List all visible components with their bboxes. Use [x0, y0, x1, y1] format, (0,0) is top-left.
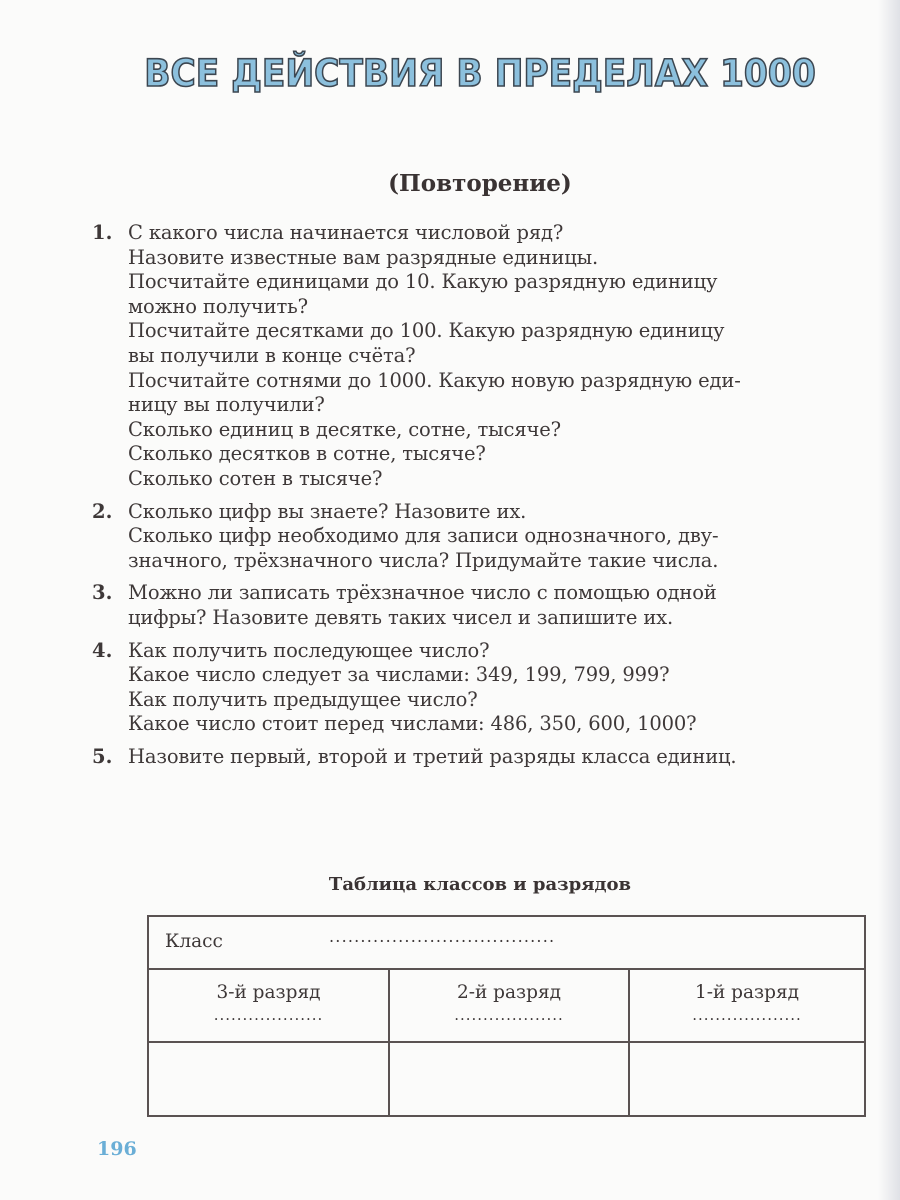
exercise-number: 3.	[92, 581, 113, 605]
exercise-line: значного, трёхзначного числа? Придумайте такие числа.	[128, 548, 719, 572]
rank-blank: ...................	[213, 1006, 324, 1024]
rank-cell-3	[149, 968, 390, 1041]
exercise-line: Назовите известные вам разрядные единицы.	[128, 245, 599, 269]
rank-blank: ...................	[454, 1006, 564, 1024]
exercise-line: Какое число стоит перед числами: 486, 350, 600, 1000?	[128, 712, 697, 736]
exercise-5	[92, 745, 872, 770]
rank-label: 3-й разряд	[216, 982, 321, 1003]
exercise-line: вы получили в конце счёта?	[128, 343, 416, 367]
exercise-1	[92, 221, 872, 492]
table-row-class	[149, 917, 864, 970]
page-title: ВСЕ ДЕЙСТВИЯ В ПРЕДЕЛАХ 1000	[144, 52, 816, 95]
rank-cell-1	[630, 968, 864, 1041]
rank-label: 2-й разряд	[456, 982, 562, 1003]
rank-blank: ...................	[692, 1006, 802, 1024]
exercise-line: Какое число следует за числами: 349, 199, 799, 999?	[128, 663, 670, 687]
exercise-line: Можно ли записать трёхзначное число с помощью одной	[128, 581, 717, 605]
class-rank-table	[147, 915, 866, 1117]
exercise-line: Как получить последующее число?	[128, 638, 490, 662]
class-blank: ....................................	[329, 927, 556, 946]
exercise-line: Сколько единиц в десятке, сотне, тысяче?	[128, 417, 561, 441]
exercise-line: Сколько сотен в тысяче?	[128, 466, 383, 490]
exercise-line: ницу вы получили?	[128, 393, 325, 417]
exercise-line: можно получить?	[128, 294, 308, 318]
empty-cell	[630, 1041, 864, 1115]
exercise-list	[92, 221, 872, 777]
exercise-line: Сколько десятков в сотне, тысяче?	[128, 442, 486, 466]
exercise-number: 4.	[92, 638, 113, 662]
exercise-2	[92, 500, 872, 574]
exercise-line: Назовите первый, второй и третий разряды класса единиц.	[128, 744, 737, 768]
page-number: 196	[97, 1138, 137, 1160]
table-row-empty	[149, 1041, 864, 1115]
exercise-line: Как получить предыдущее число?	[128, 687, 478, 711]
rank-cell-2	[390, 968, 630, 1041]
exercise-line: Посчитайте единицами до 10. Какую разрядную единицу	[128, 270, 718, 294]
page-subtitle: (Повторение)	[388, 170, 572, 197]
exercise-number: 5.	[92, 744, 113, 768]
empty-cell	[149, 1041, 390, 1115]
exercise-number: 1.	[92, 221, 113, 244]
exercise-line: Посчитайте десятками до 100. Какую разрядную единицу	[128, 319, 725, 343]
exercise-4	[92, 639, 872, 737]
exercise-line: Сколько цифр необходимо для записи однозначного, дву-	[128, 524, 719, 548]
exercise-line: цифры? Назовите девять таких чисел и запишите их.	[128, 605, 674, 629]
class-label: Класс	[165, 931, 223, 952]
rank-label: 1-й разряд	[694, 982, 800, 1003]
exercise-number: 2.	[92, 499, 113, 523]
empty-cell	[390, 1041, 630, 1115]
exercise-3	[92, 581, 872, 630]
table-row-ranks	[149, 968, 864, 1043]
table-caption: Таблица классов и разрядов	[328, 874, 632, 895]
exercise-line: С какого числа начинается числовой ряд?	[128, 221, 564, 244]
exercise-line: Посчитайте сотнями до 1000. Какую новую разрядную еди-	[128, 368, 741, 392]
exercise-line: Сколько цифр вы знаете? Назовите их.	[128, 499, 527, 523]
